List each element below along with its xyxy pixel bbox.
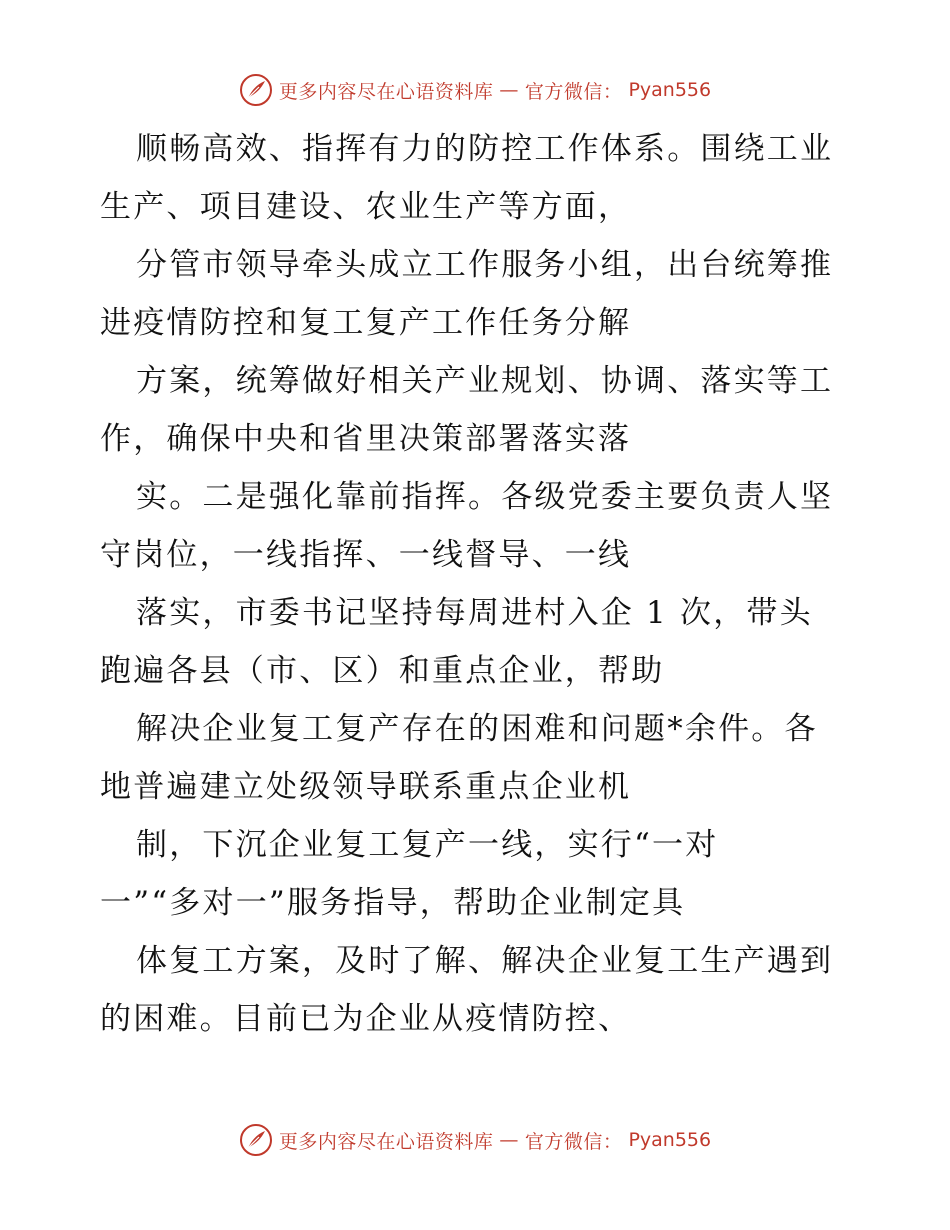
paragraph (100, 932, 860, 1048)
paragraph-line: 进疫情防控和复工复产工作任务分解 (100, 305, 632, 341)
paragraph-line: 跑遍各县（市、区）和重点企业，帮助 (100, 653, 665, 689)
feather-pen-logo-icon (239, 73, 273, 107)
footer-wechat-label: 官方微信： (524, 1130, 623, 1153)
paragraph-line: 制，下沉企业复工复产一线，实行“一对 (136, 827, 719, 863)
paragraph-line: 解决企业复工复产存在的困难和问题*余件。各 (136, 711, 818, 747)
document-body (100, 120, 860, 1048)
paragraph-line: 生产、项目建设、农业生产等方面， (100, 189, 632, 225)
paragraph-line: 一”“多对一”服务指导，帮助企业制定具 (100, 885, 686, 921)
paragraph-line: 体复工方案，及时了解、解决企业复工生产遇到 (136, 943, 834, 979)
header-banner (0, 70, 950, 110)
paragraph (100, 584, 860, 700)
paragraph-line: 落实，市委书记坚持每周进村入企 1 次，带头 (136, 595, 813, 631)
paragraph-line: 实。二是强化靠前指挥。各级党委主要负责人坚 (136, 479, 834, 515)
feather-pen-logo-icon (239, 1123, 273, 1157)
paragraph (100, 352, 860, 468)
paragraph-line: 地普遍建立处级领导联系重点企业机 (100, 769, 632, 805)
footer-banner (0, 1120, 950, 1160)
paragraph (100, 468, 860, 584)
footer-site-text: 更多内容尽在心语资料库 (278, 1130, 494, 1153)
footer-wechat-id: Pyan556 (628, 1129, 712, 1151)
footer-separator: — (499, 1129, 519, 1151)
header-wechat-id: Pyan556 (628, 79, 712, 101)
header-wechat-label: 官方微信： (524, 80, 623, 103)
paragraph-line: 分管市领导牵头成立工作服务小组，出台统筹推 (136, 247, 834, 283)
header-site-text: 更多内容尽在心语资料库 (278, 80, 494, 103)
paragraph-line: 顺畅高效、指挥有力的防控工作体系。围绕工业 (136, 131, 834, 167)
paragraph (100, 816, 860, 932)
paragraph (100, 700, 860, 816)
header-separator: — (499, 79, 519, 101)
paragraph-line: 作，确保中央和省里决策部署落实落 (100, 421, 632, 457)
paragraph-line: 方案，统筹做好相关产业规划、协调、落实等工 (136, 363, 834, 399)
paragraph (100, 120, 860, 236)
paragraph (100, 236, 860, 352)
paragraph-line: 守岗位，一线指挥、一线督导、一线 (100, 537, 632, 573)
paragraph-line: 的困难。目前已为企业从疫情防控、 (100, 1001, 632, 1037)
